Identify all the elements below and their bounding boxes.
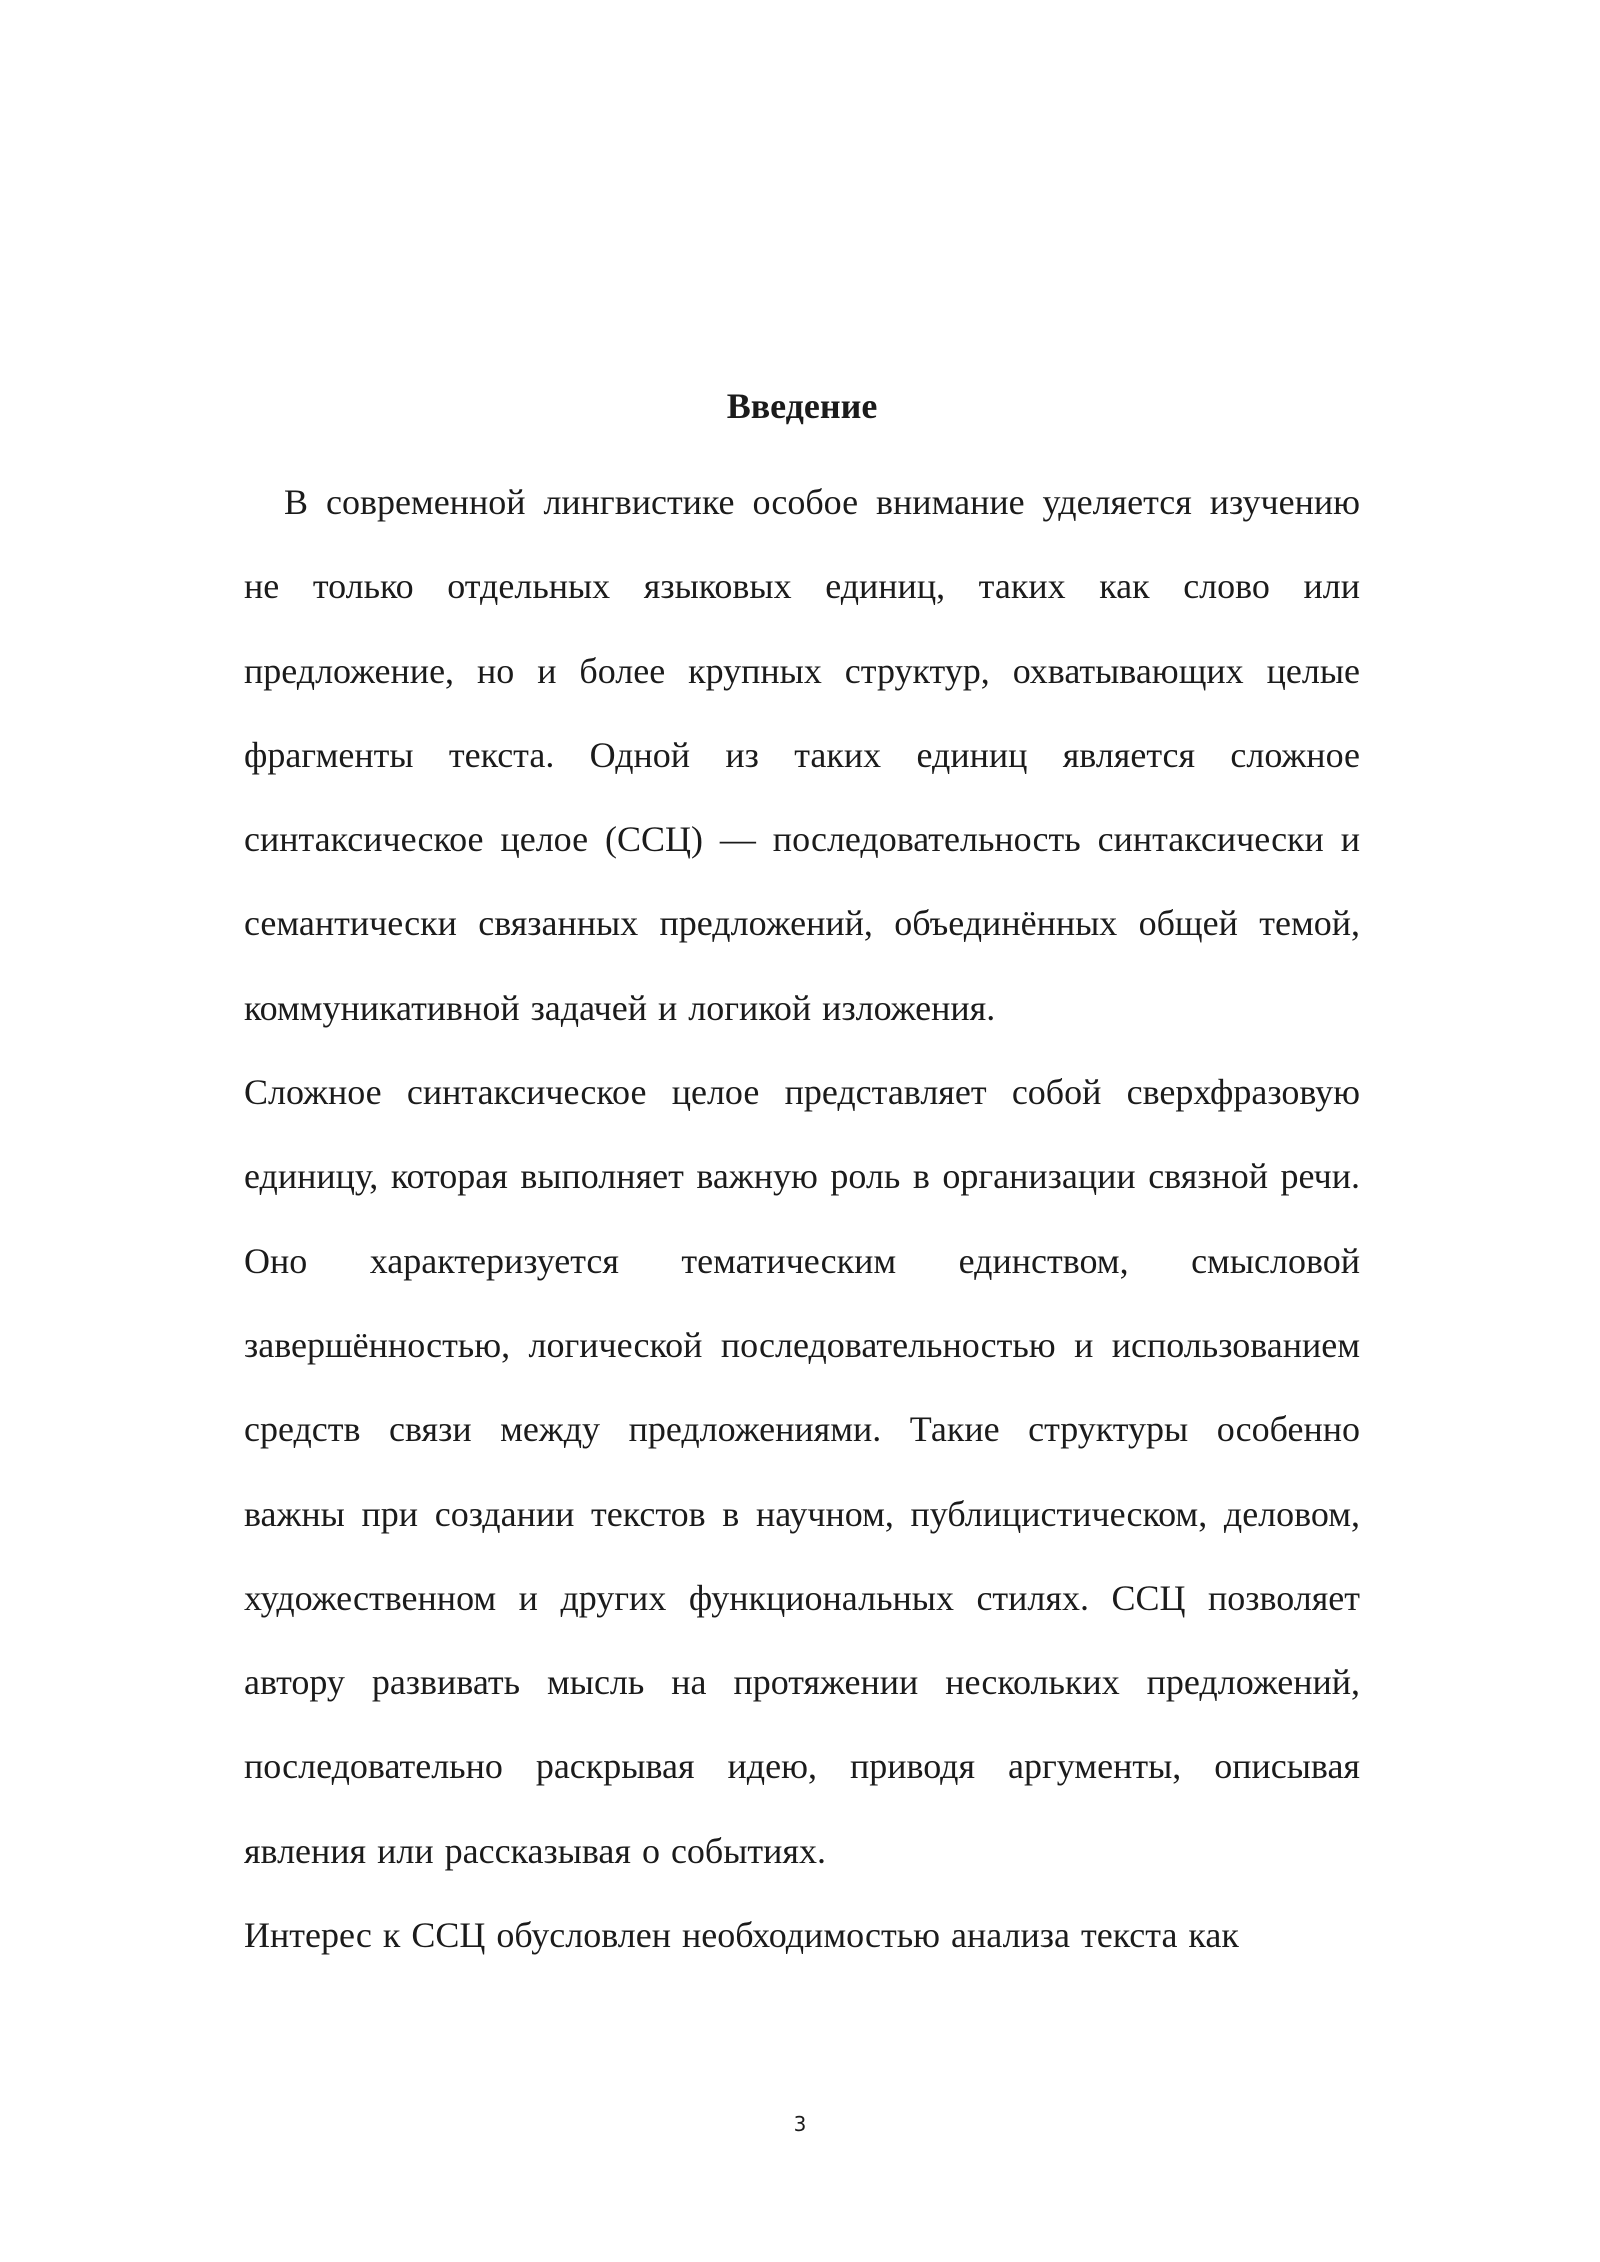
paragraph-1: В современной лингвистике особое внимание уделяется изучению не только отдельных языковых единиц, таких как слово или предложение, но и более крупных структур, охватывающих целые фрагменты текста. Одной из таких единиц является сложное синтаксическое целое (ССЦ) — последовательность синтаксически и семантически связанных предложений, объединённых общей темой, коммуникативной задачей и логикой изложения. — [244, 482, 1360, 1028]
paragraph-3: Интерес к ССЦ обусловлен необходимостью анализа текста как — [244, 1915, 1239, 1956]
page-number: 3 — [793, 2112, 807, 2136]
section-heading: Введение — [726, 386, 878, 426]
paragraph-2: Сложное синтаксическое целое представляет собой сверхфразовую единицу, которая выполняет важную роль в организации связной речи. Оно характеризуется тематическим единством, смысловой завершённостью, логической последовательностью и использованием средств связи между предложениями. Такие структуры особенно важны при создании текстов в научном, публицистическом, деловом, художественном и других функциональных стилях. ССЦ позволяет автору развивать мысль на протяжении нескольких предложений, последовательно раскрывая идею, приводя аргументы, описывая явления или рассказывая о событиях. — [244, 1072, 1360, 1871]
body-text — [244, 460, 1360, 1977]
